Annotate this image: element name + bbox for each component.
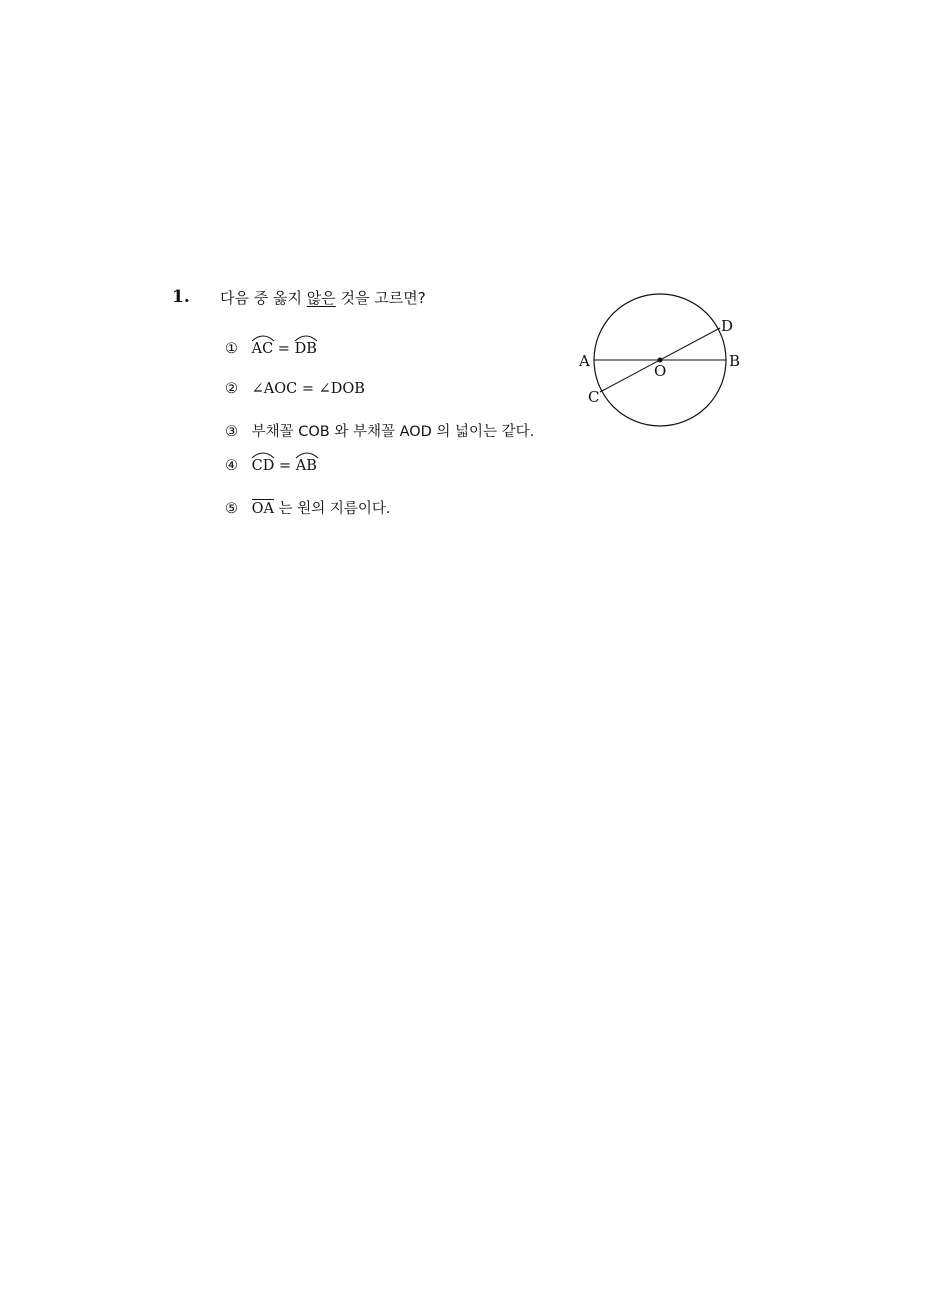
choice-mark: ⑤ bbox=[225, 501, 238, 517]
label-c: C bbox=[588, 388, 600, 406]
arc-ab: AB bbox=[296, 458, 317, 474]
choice-mark: ④ bbox=[225, 458, 238, 474]
stem-after: 것을 고르면? bbox=[335, 289, 426, 307]
choice-text: 는 원의 지름이다. bbox=[273, 501, 391, 517]
choice-4 bbox=[225, 458, 317, 474]
circle-diagram bbox=[575, 290, 755, 435]
choice-mark: ③ bbox=[225, 424, 238, 440]
choice-text: ∠AOC = ∠DOB bbox=[251, 381, 365, 397]
stem-underlined: 않은 bbox=[306, 289, 336, 307]
arc-ac: AC bbox=[252, 341, 274, 357]
question-stem bbox=[220, 287, 426, 308]
equals: = bbox=[274, 458, 296, 474]
stem-before: 다음 중 옳지 bbox=[220, 289, 307, 307]
label-a: A bbox=[579, 352, 590, 370]
choice-3 bbox=[225, 420, 534, 441]
label-b: B bbox=[729, 352, 741, 370]
choice-text: 부채꼴 COB 와 부채꼴 AOD 의 넓이는 같다. bbox=[251, 424, 535, 440]
choice-1 bbox=[225, 341, 317, 357]
choice-5 bbox=[225, 497, 390, 518]
arc-db: DB bbox=[295, 341, 317, 357]
question-number: 1. bbox=[172, 287, 190, 307]
equals: = bbox=[273, 341, 295, 357]
label-d: D bbox=[721, 317, 734, 335]
choice-2 bbox=[225, 381, 365, 397]
arc-cd: CD bbox=[252, 458, 275, 474]
choice-mark: ① bbox=[225, 341, 238, 357]
choice-mark: ② bbox=[225, 381, 238, 397]
label-o: O bbox=[654, 362, 667, 380]
segment-oa: OA bbox=[251, 501, 274, 517]
